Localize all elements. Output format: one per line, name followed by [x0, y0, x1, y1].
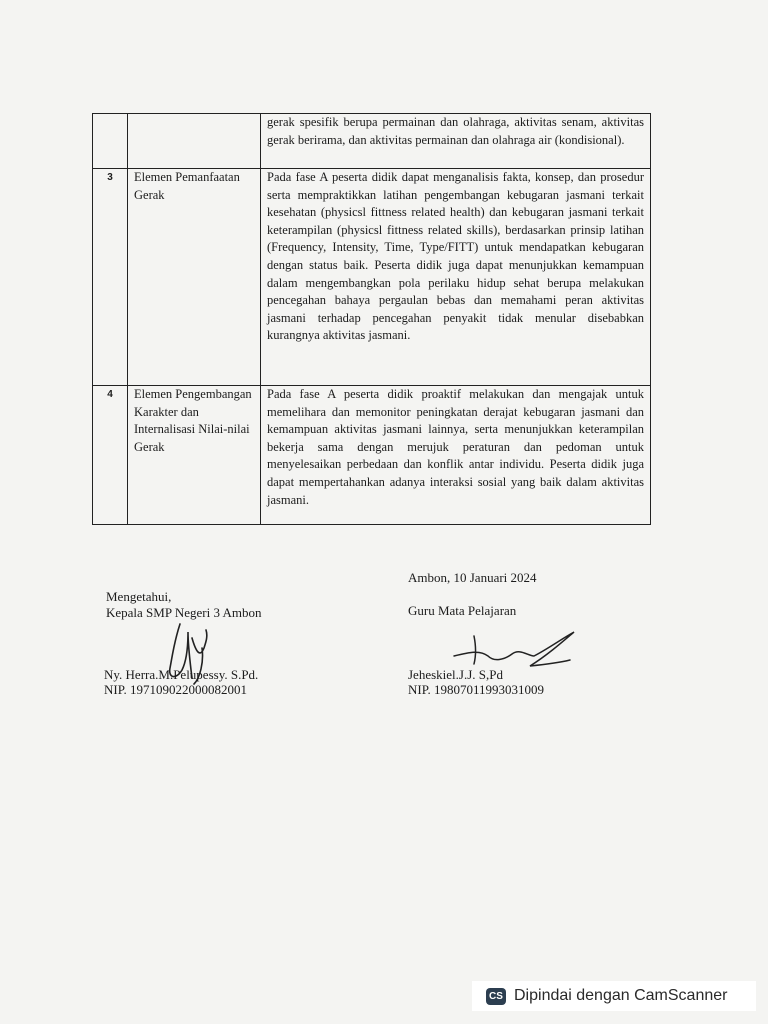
- element-name: Elemen Pengembangan Karakter dan Internalisasi Nilai-nilai Gerak: [128, 386, 261, 525]
- camscanner-logo-icon: CS: [486, 988, 506, 1005]
- teacher-role: Guru Mata Pelajaran: [408, 603, 517, 618]
- element-description: Pada fase A peserta didik dapat menganalisis fakta, konsep, dan prosedur serta mempraktikkan latihan pengembangan kebugaran jasmani terkait kesehatan (physicsl fittness related health) dan kebugaran jasmani terkait keterampilan (physicsl fittness related skills), berdasarkan prinsip latihan (Frequency, Intensity, Time, Type/FITT) untuk mendapatkan kebugaran dengan status baik. Peserta didik juga dapat menunjukkan kemampuan dalam mengembangkan pola perilaku hidup sehat berupa melakukan pencegahan bahaya pergaulan bebas dan memahami peran aktivitas jasmani terhadap pencegahan penyakit tidak menular disebabkan kurangnya aktivitas jasmani.: [261, 169, 651, 386]
- element-name: Elemen Pemanfaatan Gerak: [128, 169, 261, 386]
- row-number: 3: [93, 169, 128, 386]
- camscanner-watermark: [472, 981, 756, 1011]
- teacher-nip: NIP. 19807011993031009: [408, 682, 545, 697]
- place-date: Ambon, 10 Januari 2024: [408, 570, 537, 585]
- table-row: [93, 114, 651, 169]
- element-name: [128, 114, 261, 169]
- acknowledged-label: Mengetahui,: [106, 589, 172, 604]
- teacher-name: Jeheskiel.J.J. S,Pd: [408, 667, 503, 682]
- watermark-text: Dipindai dengan CamScanner: [514, 987, 728, 1004]
- element-description: gerak spesifik berupa permainan dan olahraga, aktivitas senam, aktivitas gerak berirama, dan aktivitas permainan dan olahraga air (kondisional).: [261, 114, 651, 169]
- principal-nip: NIP. 197109022000082001: [104, 682, 248, 697]
- competency-table: [92, 113, 651, 525]
- principal-name: Ny. Herra.M.Pelupessy. S.Pd.: [104, 667, 259, 682]
- table-row: [93, 386, 651, 525]
- teacher-signature: [450, 626, 580, 670]
- row-number: [93, 114, 128, 169]
- principal-role: Kepala SMP Negeri 3 Ambon: [106, 605, 262, 620]
- table-row: [93, 169, 651, 386]
- element-description: Pada fase A peserta didik proaktif melakukan dan mengajak untuk memelihara dan memonitor peningkatan derajat kebugaran jasmani dan kemampuan aktivitas jasmani lainnya, serta menunjukkan keterampilan bekerja sama dengan merujuk peraturan dan pedoman untuk menyelesaikan perbedaan dan konflik antar individu. Peserta didik juga dapat mempertahankan adanya interaksi sosial yang baik dalam aktivitas jasmani.: [261, 386, 651, 525]
- row-number: 4: [93, 386, 128, 525]
